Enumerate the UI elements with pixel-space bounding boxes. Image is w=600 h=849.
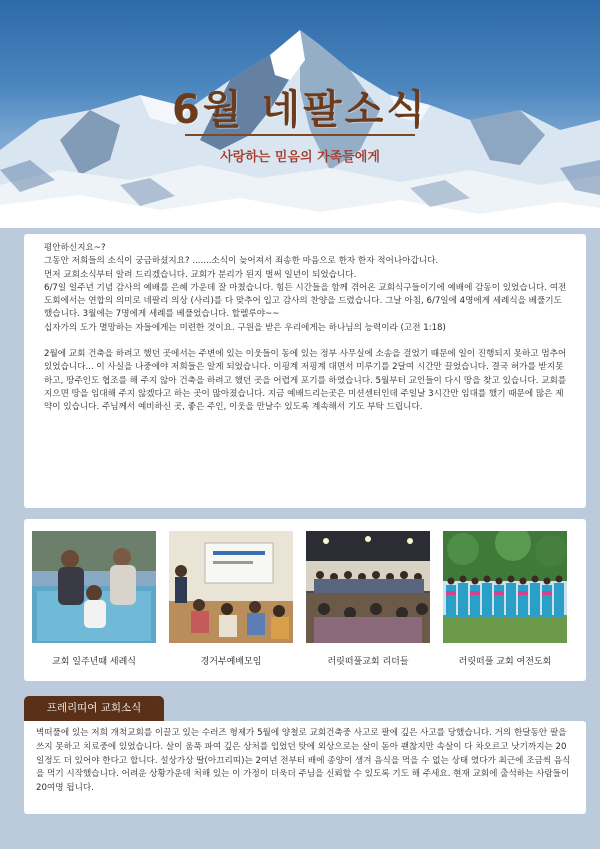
title-divider <box>185 134 415 136</box>
photo-gallery <box>24 519 586 681</box>
scripture-quote: 십자가의 도가 멸망하는 자들에게는 미련한 것이요. 구원을 받은 우리에게는 하나님의 능력이라 (고전 1:18) <box>44 322 446 333</box>
photo-caption: 러릿떠풀교회 리더들 <box>327 657 409 667</box>
photo-caption: 러릿떠풀 교회 여전도회 <box>458 657 552 667</box>
header-banner <box>0 0 600 228</box>
worship-meeting-photo <box>169 531 293 643</box>
letter-line: 그동안 저희들의 소식이 궁금하셨지요? .......소식이 늦어져서 죄송한 마음으로 한자 한자 적어나아갑니다. <box>44 256 439 267</box>
letter-paragraph-building: 2월에 교회 건축을 하려고 했던 곳에서는 주변에 있는 이웃들이 동에 있는 정부 사무실에 소송을 걸었기 때문에 일이 진행되지 못하고 멈추어 있었습니다... 이 사실을 나중에야 저희들은 알게 되었습니다. 이핑계 저핑계 대면서 미루기를 2달여 시간만 끌었습니다. 결국 허가를 받지못하고, 땅주인도 협조를 해 주지 않아 건축을 하려고 했던 곳을 어렵게 포기를 하였습니다. 5월부터 교인들이 다시 땅을 찾고 있습니다. 교회를 지으면 땅을 임대해 주지 않겠다고 하는 곳이 많아졌습니다. 지금 예배드리는곳은 미션센터인데 주일날 3시간만 임대를 했기 때문에 많은 제약이 있습니다. 주님께서 예비하신 곳, 좋은 주인, 이웃을 만날수 있도록 계속해서 기도 부탁 드립니다. <box>44 349 567 413</box>
womens-group-photo <box>443 531 567 643</box>
letter-line: 6/7일 일주년 기념 감사의 예배를 은혜 가운데 잘 마쳤습니다. 힘든 시간들을 함께 겪어온 교회식구들이기에 예배에 감동이 있었습니다. 여전도회에서는 연합의 의미로 네팔리 의상 (사리)를 다 맞추어 입고 감사의 찬양을 드렸습니다. 그날 아침, 6/7일에 4명에게 세례식을 베풀기도 했습니다. 3월에는 7명에게 세례를 베풀었습니다. 할렐루야~~ <box>44 282 567 320</box>
letter-greeting: 평안하신지요~? <box>44 243 106 253</box>
baptism-photo <box>32 531 156 643</box>
photo-caption: 교회 일주년때 세례식 <box>52 657 136 667</box>
page-title: 6월 네팔소식 <box>172 87 428 133</box>
letter-panel <box>24 234 586 508</box>
prayer-panel <box>24 721 586 814</box>
section-title-tab: 프레리띠여 교회소식 <box>24 696 164 721</box>
letter-line: 먼저 교회소식부터 알려 드리겠습니다. 교회가 분리가 된지 벌써 일년이 되었습니다. <box>44 269 357 280</box>
page-subtitle: 사랑하는 믿음의 가족들에게 <box>220 150 380 165</box>
prayer-body: 벽떠풀에 있는 저희 개척교회를 이끌고 있는 수러즈 형제가 5월에 양철로 교회건축중 사고로 팔에 깊은 사고를 당했습니다. 거의 한달동안 팔을 쓰지 못하고 치료중에 있었습니다. 살이 움푹 파여 깊은 상처를 입었던 탓에 외상으로는 살이 돋아 괜찮지만 속살이 다 차오르고 낫기까지는 20일정도 더 있어야 한다고 합니다. 설상가상 딸(아끄리띠)는 2여년 전부터 배에 종양이 생겨 음식을 먹을 수 없는 상태 였다가 최근에 조금씩 음식을 먹기 시작했습니다. 어려운 상황가운데 처해 있는 이 가정이 더욱더 주님을 신뢰할 수 있도록 기도 해 주세요. 현재 교회에 출석하는 사람들이 20여명 됩니다. <box>36 728 571 794</box>
photo-caption: 경거부예배모임 <box>200 657 262 667</box>
church-leaders-photo <box>306 531 430 643</box>
